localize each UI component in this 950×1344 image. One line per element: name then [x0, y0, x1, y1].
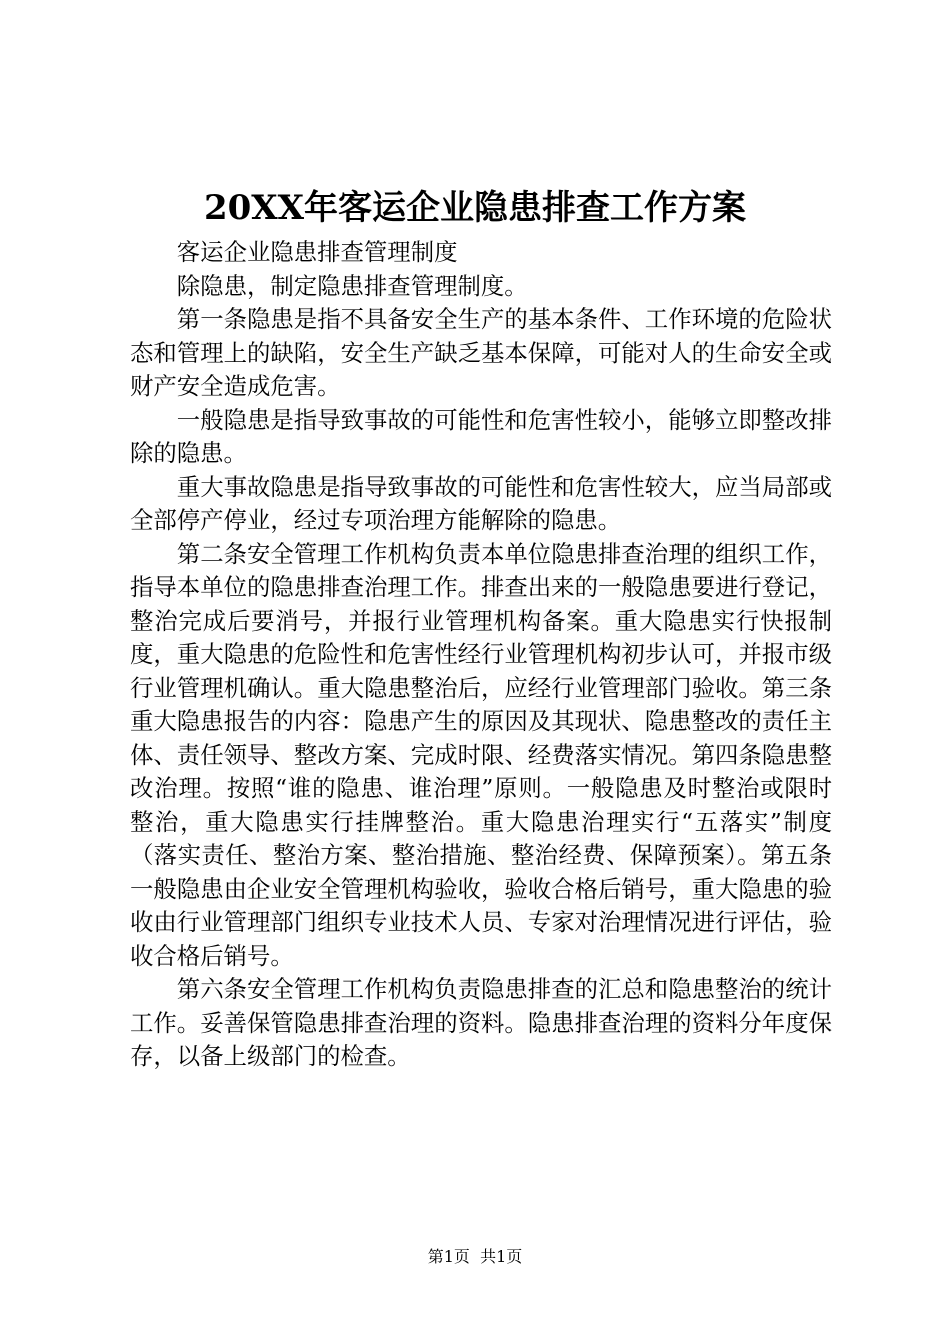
document-body	[130, 236, 832, 1074]
document-title: 20XX年客运企业隐患排查工作方案	[203, 188, 747, 228]
paragraph-article-1: 第一条隐患是指不具备安全生产的基本条件、工作环境的危险状态和管理上的缺陷，安全生产缺乏基本保障，可能对人的生命安全或财产安全造成危害。	[130, 305, 832, 400]
page-number-footer: 第1页 共1页	[427, 1247, 523, 1266]
paragraph-subtitle: 客运企业隐患排查管理制度	[176, 238, 458, 266]
paragraph-article-6: 第六条安全管理工作机构负责隐患排查的汇总和隐患整治的统计工作。妥善保管隐患排查治理的资料。隐患排查治理的资料分年度保存，以备上级部门的检查。	[130, 975, 832, 1070]
paragraph-major-hazard: 重大事故隐患是指导致事故的可能性和危害性较大，应当局部或全部停产停业，经过专项治理方能解除的隐患。	[130, 472, 832, 534]
paragraph-general-hazard: 一般隐患是指导致事故的可能性和危害性较小，能够立即整改排除的隐患。	[130, 405, 832, 467]
paragraph-article-2-5: 第二条安全管理工作机构负责本单位隐患排查治理的组织工作，指导本单位的隐患排查治理工作。排查出来的一般隐患要进行登记，整治完成后要消号，并报行业管理机构备案。重大隐患实行快报制度，重大隐患的危险性和危害性经行业管理机构初步认可，并报市级行业管理机确认。重大隐患整治后，应经行业管理部门验收。第三条重大隐患报告的内容：隐患产生的原因及其现状、隐患整改的责任主体、责任领导、整改方案、完成时限、经费落实情况。第四条隐患整改治理。按照“谁的隐患、谁治理”原则。一般隐患及时整治或限时整治，重大隐患实行挂牌整治。重大隐患治理实行“五落实”制度（落实责任、整治方案、整治措施、整治经费、保障预案）。第五条一般隐患由企业安全管理机构验收，验收合格后销号，重大隐患的验收由行业管理部门组织专业技术人员、专家对治理情况进行评估，验收合格后销号。	[130, 539, 832, 970]
paragraph-intro: 除隐患，制定隐患排查管理制度。	[176, 271, 528, 300]
